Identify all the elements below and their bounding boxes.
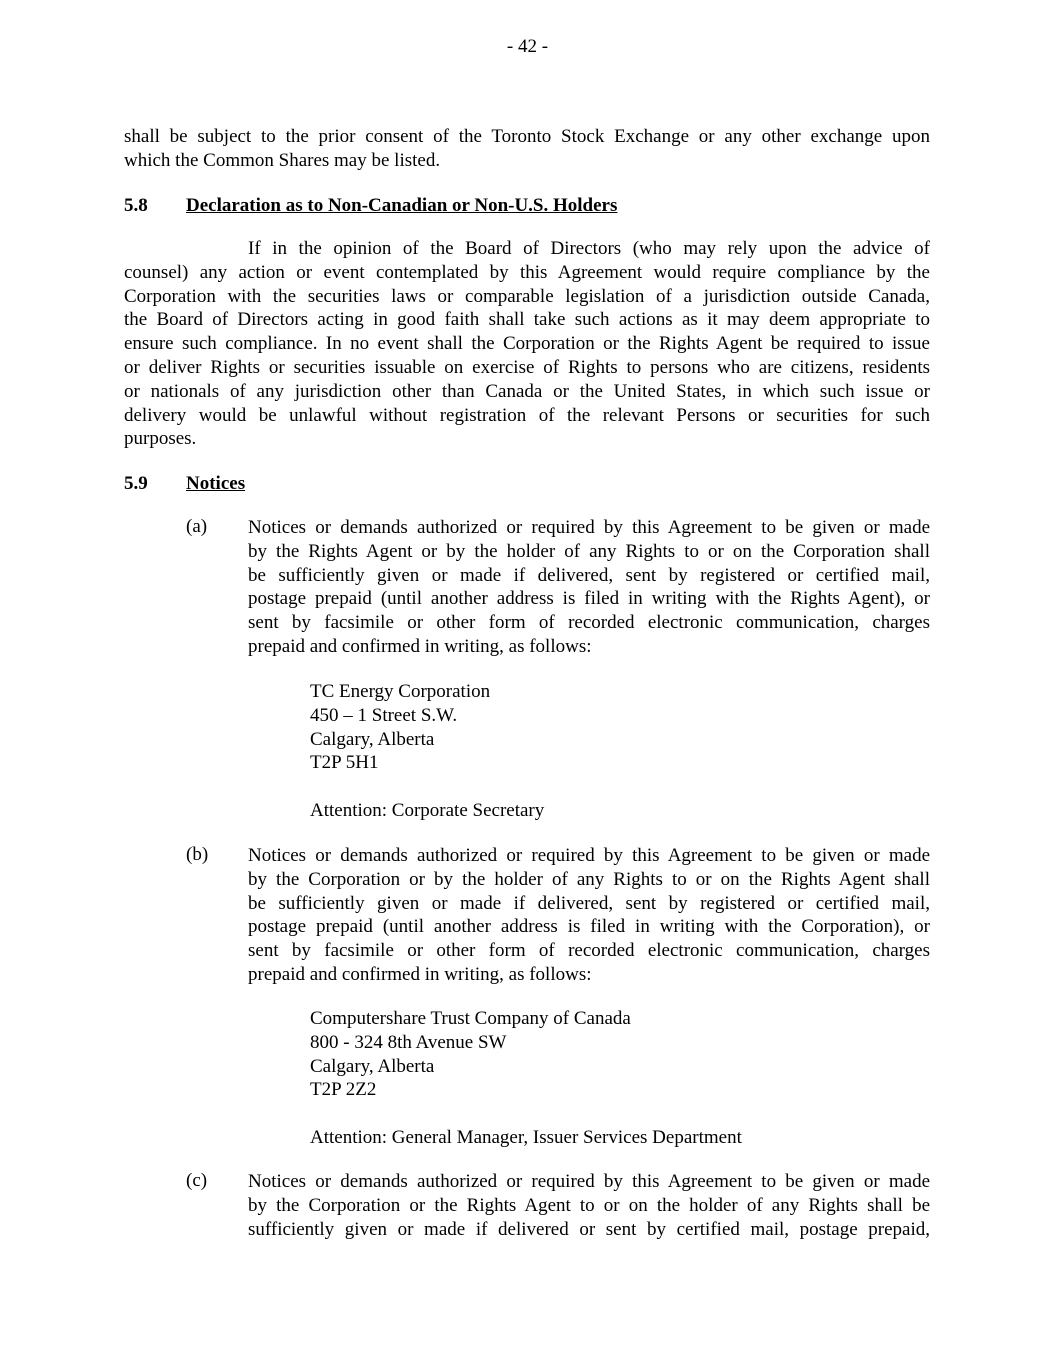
- text-line: sent by facsimile or other form of recorded electronic communication, charges: [248, 612, 930, 634]
- address-line: 450 – 1 Street S.W.: [310, 704, 458, 726]
- text-line: prepaid and confirmed in writing, as follows:: [248, 963, 592, 985]
- text-line: If in the opinion of the Board of Directors (who may rely upon the advice of: [248, 238, 930, 259]
- text-line: ensure such compliance. In no event shall the Corporation or the Rights Agent be required to issue: [124, 333, 930, 355]
- clause-a-address: [310, 680, 490, 775]
- clause-b-address: [310, 1007, 631, 1102]
- clause-a-attention: Attention: Corporate Secretary: [310, 800, 545, 821]
- text-line: postage prepaid (until another address is filed in writing with the Rights Agent), or: [248, 588, 930, 610]
- text-line: Notices or demands authorized or required by this Agreement to be given or made: [248, 1171, 930, 1192]
- address-line: T2P 2Z2: [310, 1079, 377, 1101]
- text-line: sufficiently given or made if delivered or sent by certified mail, postage prepaid,: [248, 1218, 930, 1240]
- clause-a-text: [248, 516, 930, 659]
- section-5-9-title: Notices: [186, 473, 246, 494]
- section-5-8-number: 5.8: [124, 195, 148, 216]
- text-line: be sufficiently given or made if delivered, sent by registered or certified mail,: [248, 564, 930, 586]
- text-line: counsel) any action or event contemplated by this Agreement would require compliance by the: [124, 261, 930, 283]
- clause-c-label: (c): [186, 1170, 208, 1191]
- text-line: sent by facsimile or other form of recorded electronic communication, charges: [248, 940, 930, 962]
- clause-a-label: (a): [186, 516, 208, 537]
- address-line: Computershare Trust Company of Canada: [310, 1008, 631, 1029]
- section-5-8-paragraph: [124, 237, 930, 451]
- text-line: prepaid and confirmed in writing, as follows:: [248, 635, 592, 657]
- text-line: or nationals of any jurisdiction other than Canada or the United States, in which such issue or: [124, 380, 930, 402]
- text-line: delivery would be unlawful without registration of the relevant Persons or securities for such: [124, 404, 930, 426]
- text-line: Corporation with the securities laws or comparable legislation of a jurisdiction outside Canada,: [124, 285, 930, 307]
- clause-b-label: (b): [186, 844, 209, 865]
- address-line: Calgary, Alberta: [310, 728, 435, 750]
- text-line: the Board of Directors acting in good faith shall take such actions as it may deem appropriate to: [124, 309, 930, 331]
- text-line: Notices or demands authorized or required by this Agreement to be given or made: [248, 517, 930, 538]
- page-number: - 42 -: [506, 36, 549, 57]
- text-line: or deliver Rights or securities issuable on exercise of Rights to persons who are citizens, residents: [124, 356, 930, 378]
- section-5-9-number: 5.9: [124, 473, 148, 494]
- text-line: Notices or demands authorized or required by this Agreement to be given or made: [248, 845, 930, 866]
- text-line: postage prepaid (until another address is filed in writing with the Corporation), or: [248, 916, 930, 938]
- text-line: shall be subject to the prior consent of the Toronto Stock Exchange or any other exchange upon: [124, 126, 930, 147]
- address-line: T2P 5H1: [310, 752, 379, 774]
- text-line: by the Corporation or the Rights Agent to or on the holder of any Rights shall be: [248, 1194, 930, 1216]
- intro-paragraph: [124, 125, 930, 173]
- text-line: which the Common Shares may be listed.: [124, 149, 441, 171]
- text-line: be sufficiently given or made if delivered, sent by registered or certified mail,: [248, 892, 930, 914]
- text-line: by the Corporation or by the holder of any Rights to or on the Rights Agent shall: [248, 868, 930, 890]
- clause-c-text: [248, 1170, 930, 1241]
- section-5-8-title: Declaration as to Non-Canadian or Non-U.S. Holders: [186, 195, 618, 216]
- clause-b-attention: Attention: General Manager, Issuer Services Department: [310, 1127, 742, 1148]
- text-line: by the Rights Agent or by the holder of any Rights to or on the Corporation shall: [248, 540, 930, 562]
- clause-b-text: [248, 844, 930, 987]
- text-line: purposes.: [124, 428, 197, 450]
- address-line: TC Energy Corporation: [310, 681, 491, 702]
- address-line: Calgary, Alberta: [310, 1055, 435, 1077]
- address-line: 800 - 324 8th Avenue SW: [310, 1031, 507, 1053]
